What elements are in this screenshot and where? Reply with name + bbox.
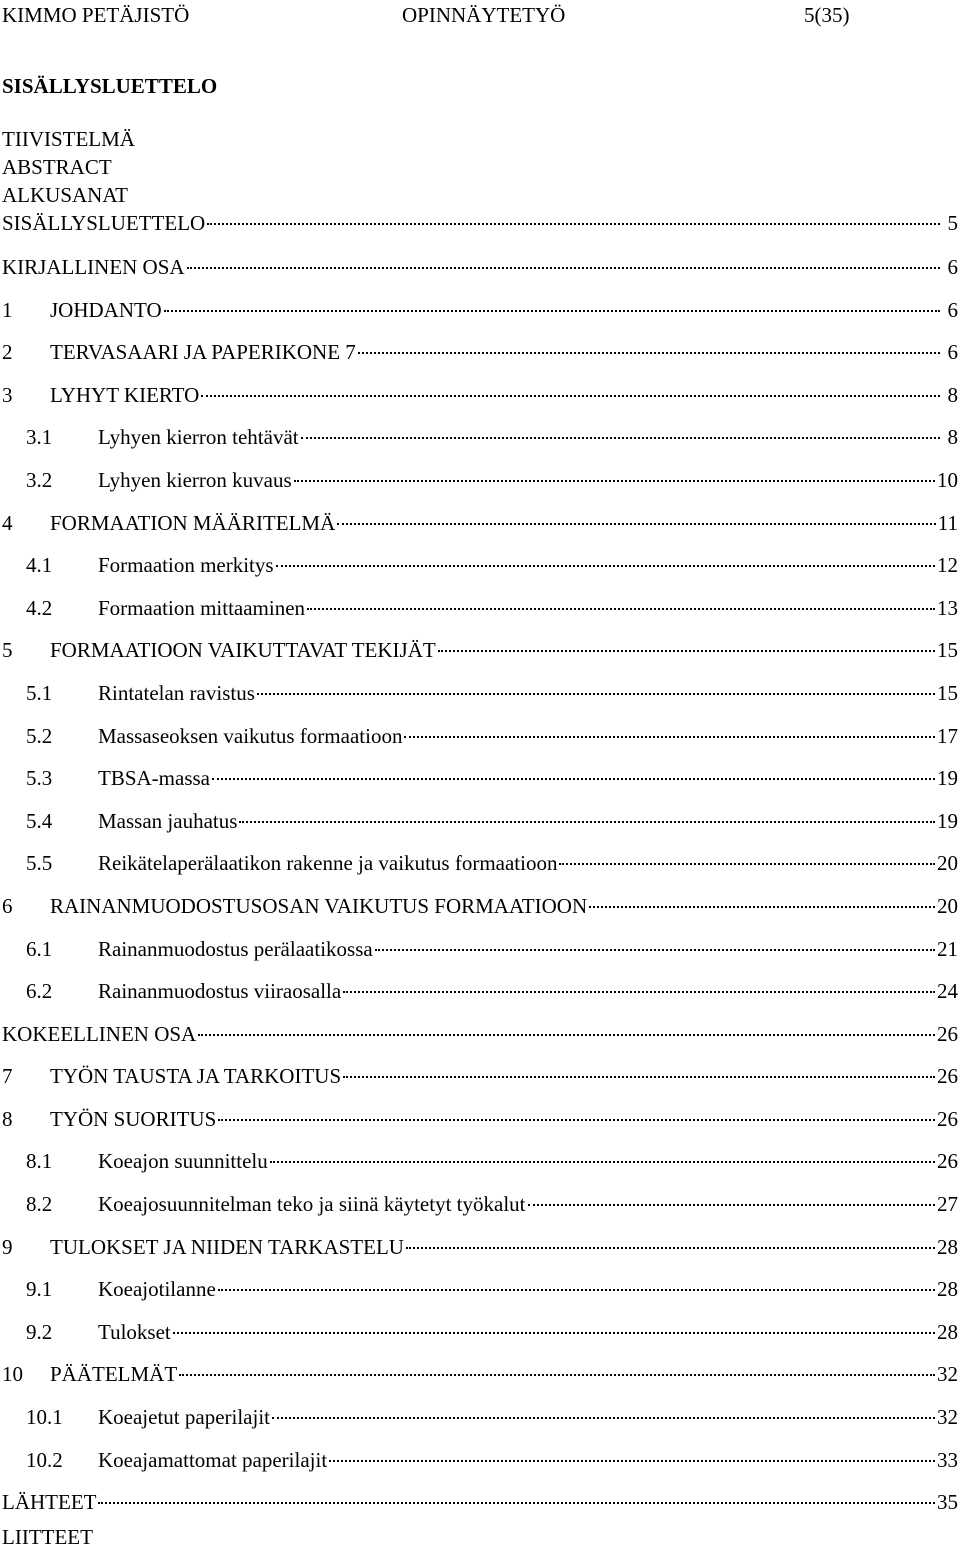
toc-entry-label: LYHYT KIERTO xyxy=(50,382,200,407)
toc-entry-label: Koeajosuunnitelman teko ja siinä käytetyt työkalut xyxy=(98,1192,526,1217)
table-of-contents xyxy=(2,208,958,1530)
toc-dot-leader xyxy=(559,863,935,865)
toc-entry-page: 32 xyxy=(937,1405,958,1430)
toc-entry-number: 9 xyxy=(2,1234,13,1259)
toc-entry[interactable] xyxy=(2,508,958,551)
toc-entry[interactable] xyxy=(2,976,958,1019)
toc-entry-label: Lyhyen kierron kuvaus xyxy=(98,467,292,492)
toc-entry-label: RAINANMUODOSTUSOSAN VAIKUTUS FORMAATIOON xyxy=(50,893,588,918)
toc-entry-page: 32 xyxy=(937,1362,958,1387)
toc-entry[interactable] xyxy=(2,891,958,934)
toc-entry-label: Formaation merkitys xyxy=(98,553,274,578)
toc-entry-label: Rintatelan ravistus xyxy=(98,680,255,705)
toc-entry-number: 5.5 xyxy=(26,851,53,876)
toc-entry[interactable] xyxy=(2,721,958,764)
toc-entry-label: KOKEELLINEN OSA xyxy=(2,1021,197,1046)
toc-entry-number: 4.2 xyxy=(26,595,53,620)
toc-entry-number: 8.1 xyxy=(26,1149,53,1174)
toc-entry[interactable] xyxy=(2,208,958,252)
toc-dot-leader xyxy=(329,1460,935,1462)
toc-entry-page: 19 xyxy=(937,766,958,791)
toc-entry[interactable] xyxy=(2,1019,958,1062)
toc-entry-number: 3 xyxy=(2,382,13,407)
toc-entry-label: Koeajotilanne xyxy=(98,1277,216,1302)
toc-entry[interactable] xyxy=(2,1146,958,1189)
toc-dot-leader xyxy=(164,310,940,312)
toc-dot-leader xyxy=(307,608,935,610)
toc-entry-page: 20 xyxy=(937,893,958,918)
toc-entry-page: 15 xyxy=(937,638,958,663)
toc-entry[interactable] xyxy=(2,1274,958,1317)
toc-entry-label: Lyhyen kierron tehtävät xyxy=(98,425,299,450)
toc-dot-leader xyxy=(276,565,935,567)
toc-entry-page: 20 xyxy=(937,851,958,876)
toc-entry-number: 6 xyxy=(2,893,13,918)
toc-entry-number: 3.2 xyxy=(26,467,53,492)
toc-dot-leader xyxy=(337,523,936,525)
toc-dot-leader xyxy=(201,395,940,397)
toc-dot-leader xyxy=(375,949,935,951)
toc-entry[interactable] xyxy=(2,550,958,593)
toc-entry-number: 7 xyxy=(2,1064,13,1089)
toc-entry-page: 28 xyxy=(937,1319,958,1344)
toc-entry[interactable] xyxy=(2,1402,958,1445)
toc-dot-leader xyxy=(173,1332,935,1334)
toc-entry[interactable] xyxy=(2,1061,958,1104)
toc-dot-leader xyxy=(301,437,940,439)
toc-entry-number: 2 xyxy=(2,340,13,365)
toc-dot-leader xyxy=(239,821,935,823)
toc-entry-page: 28 xyxy=(937,1234,958,1259)
toc-entry-label: Reikätelaperälaatikon rakenne ja vaikutus formaatioon xyxy=(98,851,558,876)
toc-entry[interactable] xyxy=(2,635,958,678)
toc-dot-leader xyxy=(438,650,935,652)
toc-entry-label: TYÖN SUORITUS xyxy=(50,1106,217,1131)
toc-entry[interactable] xyxy=(2,295,958,338)
toc-entry-label: LÄHTEET xyxy=(2,1490,97,1515)
toc-entry[interactable] xyxy=(2,1189,958,1232)
header-document-type: OPINNÄYTETYÖ xyxy=(402,3,566,27)
toc-entry-label: Massaseoksen vaikutus formaatioon xyxy=(98,723,403,748)
toc-entry-page: 26 xyxy=(937,1149,958,1174)
toc-dot-leader xyxy=(589,906,935,908)
toc-entry-label: Koeajetut paperilajit xyxy=(98,1405,271,1430)
toc-entry[interactable] xyxy=(2,1317,958,1360)
front-matter-item: ABSTRACT xyxy=(2,155,112,179)
toc-dot-leader xyxy=(212,778,935,780)
toc-entry-page: 6 xyxy=(947,297,958,322)
toc-entry-page: 10 xyxy=(937,467,958,492)
toc-dot-leader xyxy=(343,1076,935,1078)
toc-entry[interactable] xyxy=(2,763,958,806)
page-header xyxy=(2,2,958,28)
toc-entry-page: 21 xyxy=(937,936,958,961)
toc-entry-number: 6.2 xyxy=(26,979,53,1004)
toc-entry-label: Massan jauhatus xyxy=(98,808,238,833)
toc-entry-page: 28 xyxy=(937,1277,958,1302)
toc-entry-page: 11 xyxy=(937,510,958,535)
toc-entry-label: Koeajon suunnittelu xyxy=(98,1149,268,1174)
toc-entry-number: 10.2 xyxy=(26,1447,63,1472)
toc-entry-label: Rainanmuodostus perälaatikossa xyxy=(98,936,373,961)
toc-dot-leader xyxy=(257,693,935,695)
toc-entry-number: 9.1 xyxy=(26,1277,53,1302)
toc-entry[interactable] xyxy=(2,848,958,891)
toc-entry-number: 5.3 xyxy=(26,766,53,791)
toc-entry-number: 1 xyxy=(2,297,13,322)
front-matter-list xyxy=(2,125,135,209)
toc-entry[interactable] xyxy=(2,1104,958,1147)
toc-entry[interactable] xyxy=(2,337,958,380)
toc-dot-leader xyxy=(187,267,940,269)
toc-entry-number: 8 xyxy=(2,1106,13,1131)
toc-entry[interactable] xyxy=(2,465,958,508)
toc-dot-leader xyxy=(179,1374,935,1376)
toc-entry-label: TERVASAARI JA PAPERIKONE 7 xyxy=(50,340,356,365)
toc-entry-label: FORMAATION MÄÄRITELMÄ xyxy=(50,510,336,535)
toc-dot-leader xyxy=(358,352,940,354)
toc-entry-number: 4 xyxy=(2,510,13,535)
toc-entry-number: 5.2 xyxy=(26,723,53,748)
toc-entry-number: 5 xyxy=(2,638,13,663)
toc-entry-label: TYÖN TAUSTA JA TARKOITUS xyxy=(50,1064,342,1089)
toc-entry-page: 26 xyxy=(937,1106,958,1131)
toc-entry-page: 19 xyxy=(937,808,958,833)
toc-entry-page: 8 xyxy=(947,382,958,407)
toc-entry-number: 3.1 xyxy=(26,425,53,450)
toc-entry-label: Koeajamattomat paperilajit xyxy=(98,1447,328,1472)
toc-dot-leader xyxy=(406,1247,935,1249)
page-title: SISÄLLYSLUETTELO xyxy=(2,74,218,98)
toc-dot-leader xyxy=(98,1502,935,1504)
toc-entry-page: 24 xyxy=(937,979,958,1004)
toc-entry[interactable] xyxy=(2,806,958,849)
toc-entry-page: 35 xyxy=(937,1490,958,1515)
toc-entry[interactable] xyxy=(2,252,958,295)
toc-dot-leader xyxy=(404,736,935,738)
toc-entry-page: 12 xyxy=(937,553,958,578)
toc-dot-leader xyxy=(207,223,940,225)
toc-entry-label: Rainanmuodostus viiraosalla xyxy=(98,979,342,1004)
toc-entry-label: SISÄLLYSLUETTELO xyxy=(2,211,206,235)
toc-entry-number: 6.1 xyxy=(26,936,53,961)
toc-entry-number: 10 xyxy=(2,1362,23,1387)
toc-entry-page: 8 xyxy=(947,425,958,450)
toc-entry-label: Formaation mittaaminen xyxy=(98,595,306,620)
front-matter-item: TIIVISTELMÄ xyxy=(2,127,135,151)
toc-entry-number: 4.1 xyxy=(26,553,53,578)
toc-entry-page: 26 xyxy=(937,1021,958,1046)
toc-entry-page: 26 xyxy=(937,1064,958,1089)
toc-entry-number: 8.2 xyxy=(26,1192,53,1217)
toc-entry-page: 33 xyxy=(937,1447,958,1472)
toc-entry[interactable] xyxy=(2,678,958,721)
toc-entry[interactable] xyxy=(2,422,958,465)
toc-entry-number: 9.2 xyxy=(26,1319,53,1344)
toc-dot-leader xyxy=(218,1289,935,1291)
toc-entry-page: 27 xyxy=(937,1192,958,1217)
header-author: KIMMO PETÄJISTÖ xyxy=(2,3,190,27)
back-matter-list xyxy=(2,1523,93,1551)
toc-dot-leader xyxy=(218,1119,935,1121)
toc-dot-leader xyxy=(343,991,935,993)
toc-entry[interactable] xyxy=(2,1359,958,1402)
toc-entry-number: 5.1 xyxy=(26,680,53,705)
toc-entry[interactable] xyxy=(2,1487,958,1530)
header-page-number: 5(35) xyxy=(804,3,850,27)
toc-entry-number: 5.4 xyxy=(26,808,53,833)
toc-dot-leader xyxy=(528,1204,936,1206)
toc-entry[interactable] xyxy=(2,934,958,977)
toc-dot-leader xyxy=(294,480,935,482)
toc-entry-label: JOHDANTO xyxy=(50,297,162,322)
toc-entry-label: TULOKSET JA NIIDEN TARKASTELU xyxy=(50,1234,404,1259)
front-matter-item: ALKUSANAT xyxy=(2,183,128,207)
toc-entry[interactable] xyxy=(2,593,958,636)
toc-entry-label: PÄÄTELMÄT xyxy=(50,1362,178,1387)
toc-entry-label: Tulokset xyxy=(98,1319,171,1344)
toc-entry[interactable] xyxy=(2,380,958,423)
toc-dot-leader xyxy=(198,1034,935,1036)
toc-entry-label: KIRJALLINEN OSA xyxy=(2,255,185,279)
toc-entry-page: 17 xyxy=(937,723,958,748)
toc-entry-label: FORMAATIOON VAIKUTTAVAT TEKIJÄT xyxy=(50,638,436,663)
toc-entry-number: 10.1 xyxy=(26,1405,63,1430)
toc-entry-page: 6 xyxy=(947,340,958,365)
toc-entry-label: TBSA-massa xyxy=(98,766,210,791)
toc-entry-page: 15 xyxy=(937,680,958,705)
toc-entry-page: 6 xyxy=(947,255,958,279)
toc-entry[interactable] xyxy=(2,1232,958,1275)
toc-entry-page: 5 xyxy=(947,211,958,235)
toc-dot-leader xyxy=(272,1417,935,1419)
toc-entry-page: 13 xyxy=(937,595,958,620)
back-matter-item: LIITTEET xyxy=(2,1525,93,1549)
toc-dot-leader xyxy=(270,1161,935,1163)
toc-entry[interactable] xyxy=(2,1445,958,1488)
